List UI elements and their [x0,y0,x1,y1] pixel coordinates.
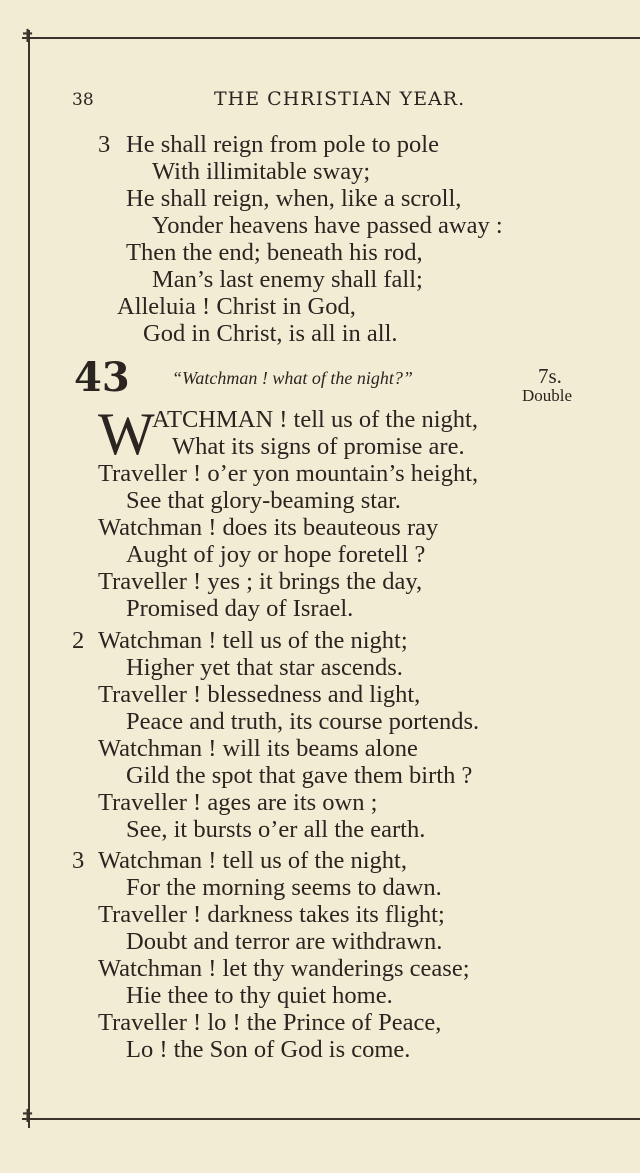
verse-line: Traveller ! ages are its own ; [98,789,378,816]
hymn-title: “Watchman ! what of the night?” [172,368,413,388]
verse-line: Then the end; beneath his rod, [126,239,423,266]
verse-line: What its signs of promise are. [172,433,465,460]
verse-line: Traveller ! darkness takes its flight; [98,901,445,928]
verse-line: Aught of joy or hope foretell ? [126,541,426,568]
verse-line: Watchman ! does its beauteous ray [98,514,439,541]
verse-line: Traveller ! o’er yon mountain’s height, [98,460,479,487]
running-title: THE CHRISTIAN YEAR. [214,88,466,110]
verse-line: For the morning seems to dawn. [126,874,442,901]
verse-line: See, it bursts o’er all the earth. [126,816,426,843]
verse-line: See that glory-beaming star. [126,487,401,514]
hymn-meter-note: Double [522,386,573,405]
stanza-number: 2 [72,627,85,654]
verse-line: Watchman ! tell us of the night, [98,847,407,874]
verse-line: Traveller ! lo ! the Prince of Peace, [98,1009,442,1036]
verse-line: Watchman ! tell us of the night; [98,627,408,654]
verse-line: ATCHMAN ! tell us of the night, [152,406,478,433]
hymn-number: 43 [74,354,130,401]
verse-line: Lo ! the Son of God is come. [126,1036,411,1063]
left-rule [28,30,30,1128]
top-rule [22,37,640,39]
verse-line: He shall reign, when, like a scroll, [126,185,462,212]
verse-line: Yonder heavens have passed away : [152,212,503,239]
verse-line: Traveller ! yes ; it brings the day, [98,568,423,595]
page-number: 38 [72,90,94,110]
verse-line: Watchman ! will its beams alone [98,735,418,762]
verse-line: Traveller ! blessedness and light, [98,681,421,708]
page-header [0,88,640,114]
stanza-number: 3 [98,131,111,158]
hymn-meter: 7s. [538,364,562,388]
verse-line: Higher yet that star ascends. [126,654,403,681]
verse-line: Promised day of Israel. [126,595,354,622]
verse-line: He shall reign from pole to pole [126,131,439,158]
verse-line: God in Christ, is all in all. [143,320,398,347]
verse-line: Man’s last enemy shall fall; [152,266,423,293]
drop-cap: W [98,401,155,467]
verse-line: Peace and truth, its course portends. [126,708,480,735]
verse-line: With illimitable sway; [152,158,371,185]
stanza-number: 3 [72,847,85,874]
verse-line: Watchman ! let thy wanderings cease; [98,955,470,982]
verse-line: Hie thee to thy quiet home. [126,982,393,1009]
verse-line: Gild the spot that gave them birth ? [126,762,473,789]
verse-line: Doubt and terror are withdrawn. [126,928,443,955]
bottom-cross-ornament: ✝ [20,1106,36,1127]
top-cross-ornament: ✝ [20,26,36,47]
verse-line: Alleluia ! Christ in God, [117,293,356,320]
bottom-rule [22,1118,640,1120]
